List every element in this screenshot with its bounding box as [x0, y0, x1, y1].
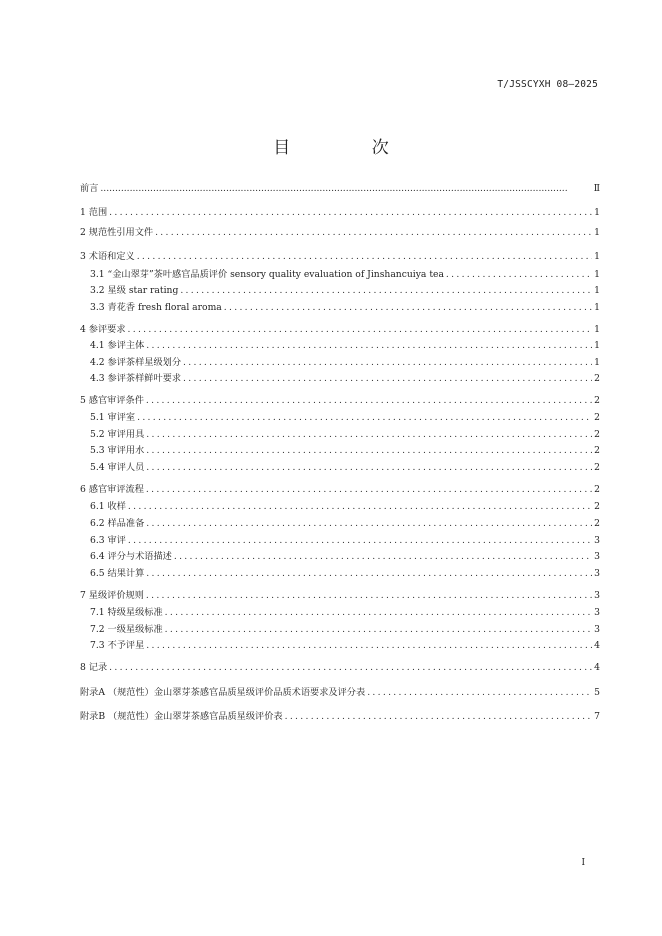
toc-leader-dots: [367, 686, 592, 700]
toc-entry-page: 1: [594, 302, 600, 313]
toc-entry[interactable]: [90, 339, 600, 353]
toc-leader-dots: [224, 301, 592, 315]
toc-leader-dots: [109, 661, 592, 675]
toc-entry[interactable]: [80, 661, 600, 675]
toc-entry-label: 6.2 样品准备: [90, 518, 145, 529]
toc-entry-label: 3.3 青花香 fresh floral aroma: [90, 302, 222, 313]
toc-leader-dots: [146, 428, 592, 442]
toc-leader-dots: [146, 567, 592, 581]
toc-entry-label: 4 参评要求: [80, 324, 126, 335]
toc-entry-label: 5.4 审评人员: [90, 462, 145, 473]
toc-entry-page: 2: [594, 429, 600, 440]
toc-entry-page: 7: [594, 711, 600, 722]
toc-entry-label: 附录A （规范性）金山翠芽茶感官品质星级评价品质术语要求及评分表: [80, 687, 366, 698]
page-number: I: [581, 858, 585, 868]
toc-entry[interactable]: [90, 461, 600, 475]
toc-entry[interactable]: [80, 686, 600, 700]
toc-entry-label: 6.3 审评: [90, 535, 126, 546]
toc-leader-dots: [146, 589, 592, 603]
toc-leader-dots: [128, 534, 592, 548]
toc-entry[interactable]: [80, 589, 600, 603]
toc-leader-dots: [446, 268, 592, 282]
toc-leader-dots: [165, 623, 592, 637]
toc-entry-page: 2: [594, 395, 600, 406]
toc-entry-label: 附录B （规范性）金山翠芽茶感官品质星级评价表: [80, 711, 283, 722]
toc-entry-page: 1: [594, 285, 600, 296]
toc-entry-page: 2: [594, 462, 600, 473]
toc-leader-dots: [146, 339, 592, 353]
toc-entry[interactable]: [90, 500, 600, 514]
toc-leader-dots: [146, 483, 592, 497]
toc-entry-page: 1: [594, 269, 600, 280]
toc-entry-page: 1: [594, 207, 600, 218]
toc-leader-dots: [183, 372, 592, 386]
toc-entry-page: 3: [594, 551, 600, 562]
toc-entry-page: 2: [594, 373, 600, 384]
toc-leader-dots: [137, 250, 592, 264]
toc-entry-label: 前言: [80, 183, 99, 194]
toc-entry-page: 3: [594, 607, 600, 618]
toc-leader-dots: [146, 444, 592, 458]
toc-entry[interactable]: [90, 428, 600, 442]
toc-entry-page: 1: [594, 324, 600, 335]
toc-entry-label: 2 规范性引用文件: [80, 227, 154, 238]
toc-leader-dots: [183, 356, 592, 370]
toc-entry[interactable]: [90, 356, 600, 370]
toc-entry[interactable]: [90, 567, 600, 581]
toc-entry-label: 6.5 结果计算: [90, 568, 145, 579]
toc-entry[interactable]: [90, 623, 600, 637]
toc-entry[interactable]: [90, 639, 600, 653]
toc-entry[interactable]: [90, 606, 600, 620]
toc-entry-page: 3: [594, 568, 600, 579]
toc-leader-dots: [155, 226, 592, 240]
toc-leader-dots: [146, 639, 592, 653]
toc-entry-label: 6.4 评分与术语描述: [90, 551, 172, 562]
toc-leader-dots: [146, 461, 592, 475]
toc-entry-page: 2: [594, 484, 600, 495]
toc-entry[interactable]: [80, 226, 600, 240]
toc-entry[interactable]: [80, 182, 600, 196]
toc-entry-label: 8 记录: [80, 662, 108, 673]
toc-entry-page: 1: [594, 227, 600, 238]
document-id: T/JSSCYXH 08—2025: [497, 79, 598, 90]
page-title: 目 次: [273, 138, 427, 158]
toc-entry[interactable]: [90, 550, 600, 564]
toc-entry[interactable]: [80, 250, 600, 264]
toc-entry-label: 3 术语和定义: [80, 251, 135, 262]
toc-leader-dots: [109, 206, 592, 220]
toc-entry-page: 3: [594, 624, 600, 635]
toc-leader-dots: [100, 182, 591, 196]
toc-entry-page: Ⅱ: [593, 183, 600, 194]
toc-leader-dots: [128, 323, 592, 337]
toc-entry[interactable]: [80, 710, 600, 724]
toc-leader-dots: [146, 517, 592, 531]
toc-entry-label: 7 星级评价规则: [80, 590, 144, 601]
toc-entry-page: 5: [594, 687, 600, 698]
toc-entry-label: 1 范围: [80, 207, 108, 218]
toc-entry-page: 1: [594, 357, 600, 368]
toc-entry[interactable]: [90, 517, 600, 531]
toc-entry[interactable]: [80, 323, 600, 337]
toc-entry-page: 2: [594, 445, 600, 456]
toc-entry[interactable]: [90, 411, 600, 425]
toc-entry-label: 4.3 参评茶样鲜叶要求: [90, 373, 182, 384]
toc-entry[interactable]: [80, 394, 600, 408]
toc-entry[interactable]: [90, 444, 600, 458]
toc-entry-page: 2: [594, 412, 600, 423]
toc-entry[interactable]: [90, 301, 600, 315]
toc-leader-dots: [285, 710, 592, 724]
toc-entry-page: 4: [594, 662, 600, 673]
toc-entry-label: 5.2 审评用具: [90, 429, 145, 440]
toc-entry-label: 4.1 参评主体: [90, 340, 145, 351]
toc-entry-label: 3.1 “金山翠芽”茶叶感官品质评价 sensory quality evaluation of Jinshancuiya tea: [90, 269, 444, 280]
toc-entry-page: 1: [594, 340, 600, 351]
toc-entry-page: 3: [594, 590, 600, 601]
toc-leader-dots: [146, 394, 592, 408]
toc-entry-page: 1: [594, 251, 600, 262]
toc-entry-page: 2: [594, 518, 600, 529]
toc-entry-label: 7.1 特级星级标准: [90, 607, 163, 618]
toc-leader-dots: [180, 284, 592, 298]
toc-entry-label: 5.3 审评用水: [90, 445, 145, 456]
toc-entry-label: 7.2 一级星级标准: [90, 624, 163, 635]
toc-entry-label: 5.1 审评室: [90, 412, 136, 423]
toc-entry-label: 7.3 不予评星: [90, 640, 145, 651]
toc-leader-dots: [137, 411, 592, 425]
toc-entry[interactable]: [90, 372, 600, 386]
toc-entry-page: 3: [594, 535, 600, 546]
toc-leader-dots: [128, 500, 592, 514]
toc-entry[interactable]: [80, 206, 600, 220]
toc-entry-label: 6 感官审评流程: [80, 484, 144, 495]
toc-entry[interactable]: [90, 284, 600, 298]
toc-entry-page: 4: [594, 640, 600, 651]
toc-entry[interactable]: [90, 268, 600, 282]
toc-entry-label: 3.2 星级 star rating: [90, 285, 179, 296]
toc-leader-dots: [165, 606, 592, 620]
toc-entry-label: 5 感官审评条件: [80, 395, 144, 406]
toc-leader-dots: [174, 550, 592, 564]
toc-entry[interactable]: [80, 483, 600, 497]
toc-entry[interactable]: [90, 534, 600, 548]
toc-entry-label: 4.2 参评茶样星级划分: [90, 357, 182, 368]
toc-entry-label: 6.1 收样: [90, 501, 126, 512]
toc-entry-page: 2: [594, 501, 600, 512]
